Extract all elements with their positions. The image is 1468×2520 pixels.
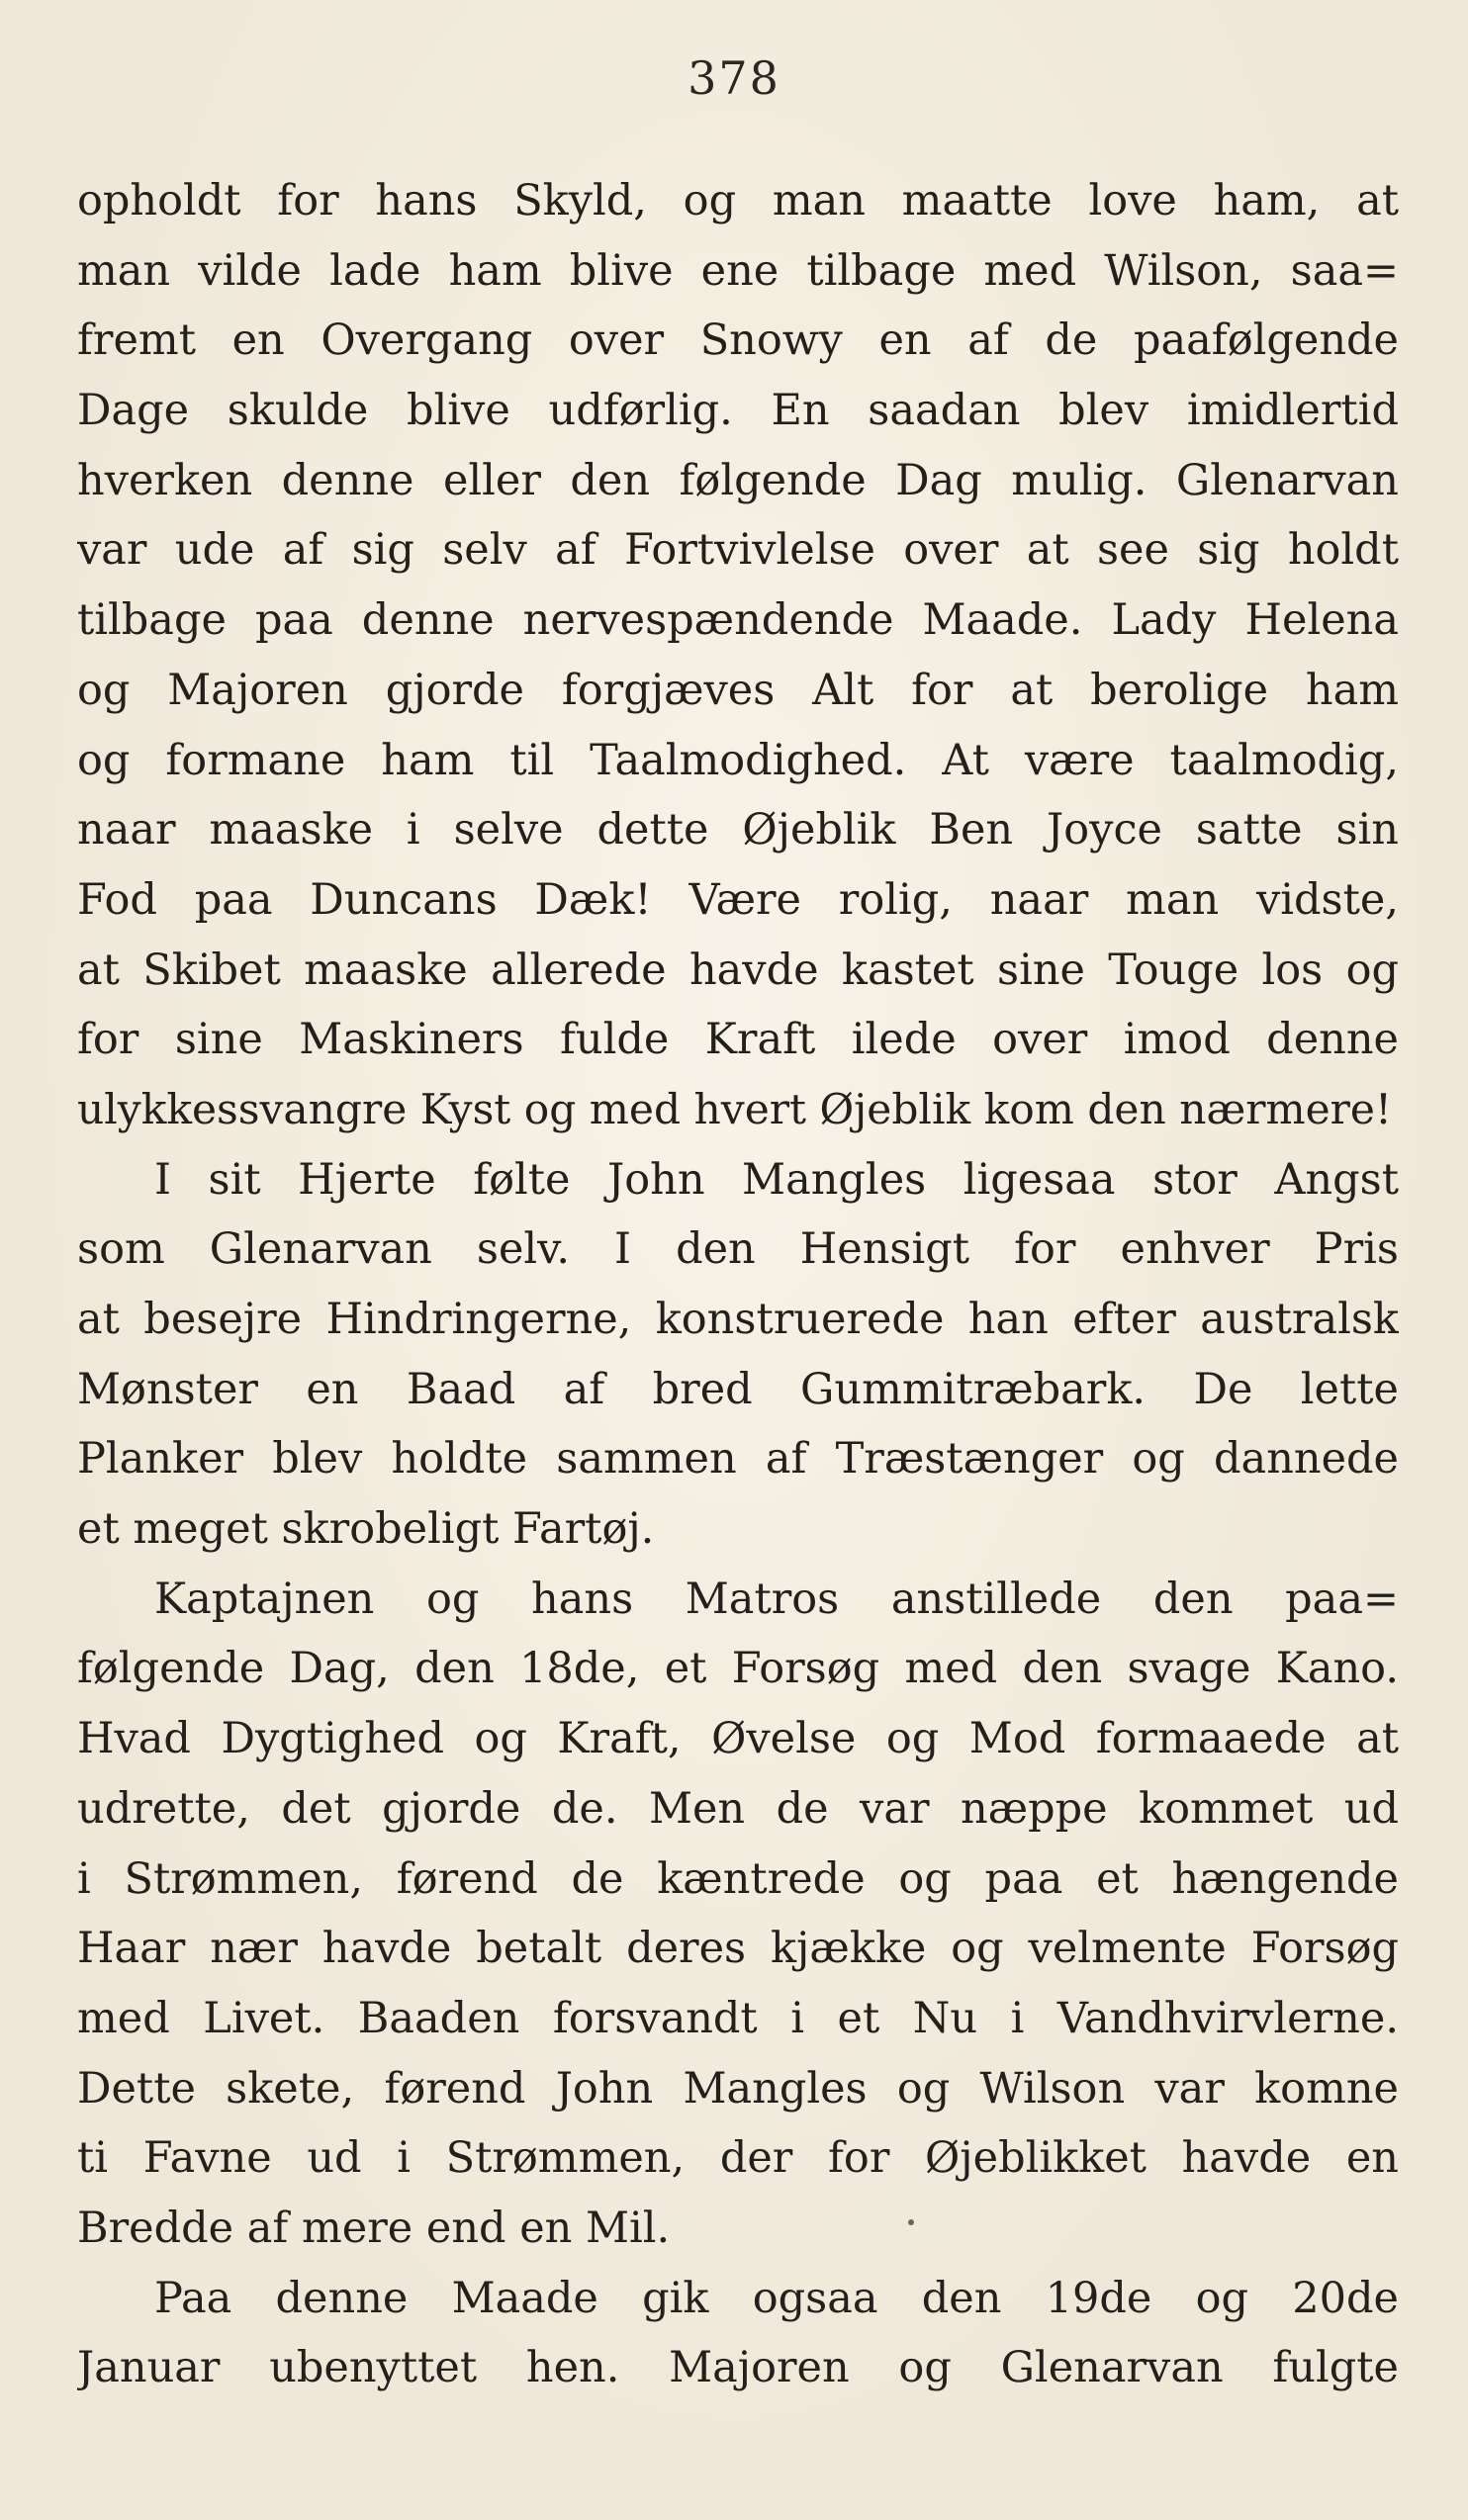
text-line: fremt en Overgang over Snowy en af de paafølgende <box>77 315 1399 366</box>
text-line: udrette, det gjorde de. Men de var næppe kommet ud <box>77 1783 1399 1834</box>
text-line: et meget skrobeligt Fartøj. <box>77 1504 655 1555</box>
text-line: og formane ham til Taalmodighed. At være taalmodig, <box>77 735 1399 785</box>
text-line: Januar ubenyttet hen. Majoren og Glenarvan fulgte <box>77 2343 1399 2393</box>
text-line: og Majoren gjorde forgjæves Alt for at berolige ham <box>77 665 1399 715</box>
text-line: naar maaske i selve dette Øjeblik Ben Joyce satte sin <box>77 805 1399 855</box>
text-line: Bredde af mere end en Mil. <box>77 2203 671 2253</box>
text-line: i Strømmen, førend de kæntrede og paa et hængende <box>77 1853 1399 1904</box>
text-line: for sine Maskiners fulde Kraft ilede over imod denne <box>77 1015 1399 1065</box>
text-line: Haar nær havde betalt deres kjække og velmente Forsøg <box>77 1924 1399 1974</box>
text-line: tilbage paa denne nervespændende Maade. Lady Helena <box>77 595 1399 646</box>
text-line: hverken denne eller den følgende Dag mulig. Glenarvan <box>77 455 1399 505</box>
text-line: Dage skulde blive udførlig. En saadan blev imidlertid <box>77 386 1399 436</box>
text-line: I sit Hjerte følte John Mangles ligesaa stor Angst <box>154 1154 1399 1205</box>
text-line: Fod paa Duncans Dæk! Være rolig, naar man vidste, <box>77 874 1399 925</box>
text-line: at Skibet maaske allerede havde kastet sine Touge los og <box>77 945 1399 995</box>
ink-speck <box>908 2219 914 2225</box>
text-line: Paa denne Maade gik ogsaa den 19de og 20de <box>154 2273 1399 2323</box>
text-line: Planker blev holdte sammen af Træstænger og dannede <box>77 1434 1399 1485</box>
page-number: 378 <box>688 51 780 105</box>
text-line: med Livet. Baaden forsvandt i et Nu i Vandhvirvlerne. <box>77 1993 1399 2043</box>
text-line: var ude af sig selv af Fortvivlelse over at see sig holdt <box>77 525 1399 576</box>
text-line: man vilde lade ham blive ene tilbage med Wilson, saa= <box>77 245 1399 296</box>
body-text <box>77 166 1399 2403</box>
text-line: opholdt for hans Skyld, og man maatte love ham, at <box>77 176 1399 225</box>
text-line: ulykkessvangre Kyst og med hvert Øjeblik kom den nærmere! <box>77 1084 1392 1133</box>
text-line: Mønster en Baad af bred Gummitræbark. De lette <box>77 1364 1399 1414</box>
text-line: ti Favne ud i Strømmen, der for Øjeblikket havde en <box>77 2133 1399 2184</box>
text-line: Hvad Dygtighed og Kraft, Øvelse og Mod formaaede at <box>77 1714 1399 1764</box>
text-line: Dette skete, førend John Mangles og Wilson var komne <box>77 2063 1399 2114</box>
text-line: Kaptajnen og hans Matros anstillede den paa= <box>154 1574 1399 1624</box>
text-line: følgende Dag, den 18de, et Forsøg med den svage Kano. <box>77 1644 1399 1694</box>
text-line: som Glenarvan selv. I den Hensigt for enhver Pris <box>77 1224 1399 1275</box>
text-line: at besejre Hindringerne, konstruerede han efter australsk <box>77 1295 1399 1344</box>
